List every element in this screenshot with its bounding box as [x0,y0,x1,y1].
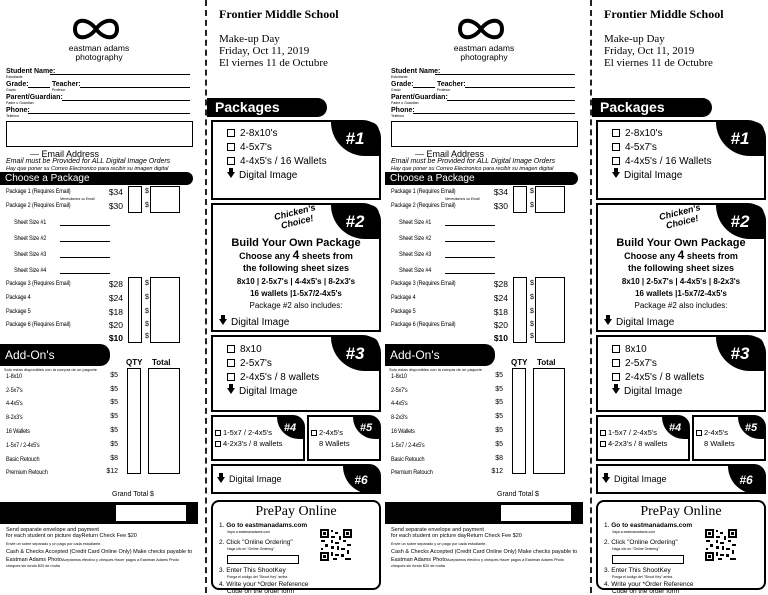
sheet-size-4: Sheet Size #4 [14,267,47,274]
checkbox-icon[interactable] [215,430,221,436]
checkbox-icon[interactable] [227,345,235,353]
checkbox-icon[interactable] [227,373,235,381]
sheet-size-2-field[interactable] [445,241,495,242]
down-arrow-icon [227,388,235,394]
package-6-num: #6 [728,466,764,494]
grand-total-label: Grand Total $ [497,491,539,498]
prepay-title: PrePay Online [640,504,722,519]
parent-field[interactable] [447,100,575,101]
down-arrow-icon [217,477,225,483]
pkg-total-box-2[interactable] [150,277,180,343]
sheet-size-2: Sheet Size #2 [14,235,47,242]
addon-5: 16 Wallets [391,428,415,435]
packages-header: Packages [207,98,327,117]
pkg-total-box-1[interactable] [535,186,565,213]
prepay-box: PrePay Online 1. Go to eastmanadams.com Vaya a eastmanadams.com 2. Click "Online Ordering" Haga clic en "Online Ordering" 3. Enter This ShootKey Ponga el codigo del "Shoot Key" arriba 4. Write your *Order Reference Code on the order form [211,500,381,590]
addon-5: 16 Wallets [6,428,30,435]
parent-field[interactable] [62,100,190,101]
choose-row-2: Package 2 (Requires Email) [6,202,71,209]
checkbox-icon[interactable] [612,373,620,381]
checkbox-icon[interactable] [227,129,235,137]
sheet-size-2: Sheet Size #2 [399,235,432,242]
payment-instructions: Send separate envelope and payment for each student on picture dayReturn Check Fee $20 Envie un sobre separado y un pago por cada estudiante. Cash & Checks Accepted (Credit Card Online Only) Make checks payable to Eastman Adams PhotoAceptamos efectivo y cheques Hacer pagos a Eastman Adams Photo cheques sin fondo $20 de multa [6,527,193,568]
email-box[interactable] [6,121,193,147]
addon-2: 2-5x7's [391,387,408,394]
email-note: Email must be Provided for ALL Digital Image Orders [6,158,171,165]
email-label: ⎯⎯ Email Address [30,149,100,159]
sheet-size-4-field[interactable] [60,273,110,274]
grade-label: Grade: Grado [391,81,414,92]
school-name: Frontier Middle School [604,7,724,21]
qr-code-icon [319,528,353,562]
order-form-right: eastman adams photography Student Name: Estudiante Grade: Grado Teacher: Profesor Parent/Guardian: Padre o Guardian Phone: Telefono ⎯⎯ Email Address Email must be Provided for ALL Digital Image Orders Hay que poner su Correo Electronico para recibir su imagen digital Choose a Package Package 1 (Requires Email) $34 Necesitamos su Email Package 2 (Requires Email) $30 $ $ Sheet Size #1 Sheet Size #2 Sheet Size #3 Sheet Size #4 Package 3 (Requires Email) $28 Package 4 $24 Package 5 $18 Package 6 (Requires Email) $20 $10 $ $ $ $ $ Add-On's QTY Total Solo estan disponibles con la compra de un paquete 1-8x10 $5 2-5x7's $5 4-4x5's $5 8-2x3's $5 16 Wallets $5 1-5x7 / 2-4x5's $5 Basic Retouch $8 Premium Retouch $12 Grand Total $ Send separate envelope and payment for each student on picture dayReturn Check Fee $20 Envie un sobre separado y un pago por cada estudiante. Cash & Checks Accepted (Credit Card Online Only) Make checks payable to Eastman Adams PhotoAceptamos efectivo y cheques Hacer pagos a Eastman Adams Photo cheques sin fondo $20 de multa [385,0,583,593]
pkg-total-box-1[interactable] [150,186,180,213]
choose-package-header: Choose a Package [0,172,193,185]
package-info-right [590,0,768,593]
addon-2: 2-5x7's [6,387,23,394]
addon-7: Basic Retouch [391,456,425,463]
sheet-size-3-field[interactable] [60,257,110,258]
teacher-label: Teacher: Profesor [437,81,466,92]
checkbox-icon[interactable] [696,430,702,436]
student-name-field[interactable] [50,74,190,75]
choose-row-2: Package 2 (Requires Email) [391,202,456,209]
brand-sub: photography [75,52,123,62]
brand-name: eastman adams [453,43,515,53]
addon-1: 1-8x10 [391,373,407,380]
package-3-box[interactable]: #3 8x10 2-5x7's 2-4x5's / 8 wallets Digital Image [211,335,381,412]
prepay-box: PrePay Online 1. Go to eastmanadams.com Vaya a eastmanadams.com 2. Click "Online Ordering" Haga clic en "Online Ordering" 3. Enter This ShootKey Ponga el codigo del "Shoot Key" arriba 4. Write your *Order Reference Code on the order form [596,500,766,590]
package-5-num: #5 [738,417,764,439]
down-arrow-icon [604,319,612,325]
down-arrow-icon [612,172,620,178]
choose-price-1: $34 [108,187,123,197]
sheet-size-1-field[interactable] [60,225,110,226]
addon-6: 1-5x7 / 2-4x5's [6,442,40,449]
prepay-title: PrePay Online [255,504,337,519]
pkg-qty-box-2[interactable] [513,277,527,343]
grand-total-box[interactable] [501,505,571,521]
package-4-box[interactable]: #4 1-5x7 / 2-4x5's 4-2x3's / 8 wallets [596,415,690,461]
eastman-adams-logo [455,14,507,44]
checkbox-icon[interactable] [227,157,235,165]
pkg-qty-box-1[interactable] [513,186,527,213]
package-5-num: #5 [353,417,379,439]
addon-8: Premium Retouch [391,469,433,476]
choose-row-3: Package 3 (Requires Email) [6,280,71,287]
package-4-box[interactable]: #4 1-5x7 / 2-4x5's 4-2x3's / 8 wallets [211,415,305,461]
addon-4: 8-2x3's [6,414,23,421]
email-box[interactable] [391,121,578,147]
choose-row-6: Package 6 (Requires Email) [391,321,456,328]
sheet-size-3: Sheet Size #3 [399,251,432,258]
shootkey-box[interactable] [612,555,684,564]
email-note-es: Hay que poner su Correo Electronico para recibir su imagen digital [6,166,169,172]
packages-header: Packages [592,98,712,117]
package-2-box[interactable]: #2 Chicken's Choice! Build Your Own Package Choose any 4 sheets from the following sheet sizes 8x10 | 2-5x7's | 4-4x5's | 8-2x3's 16 wallets |1-5x7/2-4x5's Package #2 also includes: Digital Image [596,203,766,332]
choose-row-3: Package 3 (Requires Email) [391,280,456,287]
parent-label: Parent/Guardian: Padre o Guardian [391,94,448,105]
package-1-box[interactable]: #1 2-8x10's 4-5x7's 4-4x5's / 16 Wallets Digital Image [211,120,381,200]
addon-3: 4-4x5's [6,400,23,407]
qr-code-icon [704,528,738,562]
sheet-size-4-field[interactable] [445,273,495,274]
checkbox-icon[interactable] [612,143,620,151]
choose-row-5: Package 5 [391,308,416,315]
pkg-total-box-2[interactable] [535,277,565,343]
teacher-field[interactable] [465,87,575,88]
addon-7: Basic Retouch [6,456,40,463]
student-name-field[interactable] [435,74,575,75]
brand-name: eastman adams [68,43,130,53]
grade-field[interactable] [28,87,50,88]
choose-package-header: Choose a Package [385,172,578,185]
school-name: Frontier Middle School [219,7,339,21]
school-date: Make-up Day Friday, Oct 11, 2019 El viernes 11 de Octubre [604,33,713,69]
package-4-num: #4 [277,417,303,439]
checkbox-icon[interactable] [612,157,620,165]
addon-qty-column[interactable] [512,368,526,474]
choose-row-1: Package 1 (Requires Email) [6,188,71,195]
pkg-qty-box-1[interactable] [128,186,142,213]
package-6-box[interactable]: #6 Digital Image [596,464,766,494]
package-2-num: #2 [716,205,764,239]
sheet-size-1: Sheet Size #1 [399,219,432,226]
eastman-adams-logo [70,14,122,44]
addons-header: Add-On's [385,344,495,366]
package-info-left [205,0,383,593]
down-arrow-icon [219,319,227,325]
down-arrow-icon [602,477,610,483]
package-5-box[interactable]: #5 2-4x5's 8 Wallets [692,415,766,461]
teacher-field[interactable] [80,87,190,88]
order-form-left: eastman adams photography Student Name: Estudiante Grade: Grado Teacher: Profesor Parent/Guardian: Padre o Guardian Phone: Telefono ⎯⎯ Email Address Email must be Provided for ALL Digital Image Orders Hay que poner su Correo Electronico para recibir su imagen digital Choose a Package Package 1 (Requires Email) $34 Necesitamos su Email Package 2 (Requires Email) $30 $ $ Sheet Size #1 Sheet Size #2 Sheet Size #3 Sheet Size #4 Package 3 (Requires Email) $28 Package 4 $24 Package 5 $18 Package 6 (Requires Email) $20 $10 $ $ $ $ $ Add-On's QTY Total Solo estan disponibles con la compra de un paquete 1-8x10 $5 2-5x7's $5 4-4x5's $5 8-2x3's $5 16 Wallets $5 1-5x7 / 2-4x5's $5 Basic Retouch $8 Premium Retouch $12 Grand Total $ Send separate envelope and payment for each student on picture dayReturn Check Fee $20 Envie un sobre separado y un pago por cada estudiante. Cash & Checks Accepted (Credit Card Online Only) Make checks payable to Eastman Adams PhotoAceptamos efectivo y cheques Hacer pagos a Eastman Adams Photo cheques sin fondo $20 de multa [0,0,198,593]
sheet-size-3: Sheet Size #3 [14,251,47,258]
email-label: ⎯⎯ Email Address [415,149,485,159]
checkbox-icon[interactable] [227,143,235,151]
choose-row-1: Package 1 (Requires Email) [391,188,456,195]
student-name-label: Student Name: Estudiante [6,68,56,79]
teacher-label: Teacher: Profesor [52,81,81,92]
checkbox-icon[interactable] [600,430,606,436]
email-note: Email must be Provided for ALL Digital Image Orders [391,158,556,165]
addon-total-column[interactable] [533,368,565,474]
choose-row-5: Package 5 [6,308,31,315]
choose-price-2: $30 [108,201,123,211]
parent-label: Parent/Guardian: Padre o Guardian [6,94,63,105]
grade-field[interactable] [413,87,435,88]
student-name-label: Student Name: Estudiante [391,68,441,79]
sheet-size-3-field[interactable] [445,257,495,258]
choose-row-4: Package 4 [6,294,31,301]
down-arrow-icon [612,388,620,394]
grand-total-label: Grand Total $ [112,491,154,498]
checkbox-icon[interactable] [612,359,620,367]
addon-qty-column[interactable] [127,368,141,474]
chickens-choice-badge: Chicken's Choice! [273,202,317,231]
checkbox-icon[interactable] [600,441,606,447]
package-4-num: #4 [662,417,688,439]
school-date: Make-up Day Friday, Oct 11, 2019 El viernes 11 de Octubre [219,33,328,69]
addon-1: 1-8x10 [6,373,22,380]
sheet-size-1-field[interactable] [445,225,495,226]
sheet-size-4: Sheet Size #4 [399,267,432,274]
addons-header: Add-On's [0,344,110,366]
down-arrow-icon [227,172,235,178]
package-2-box[interactable]: #2 Chicken's Choice! Build Your Own Package Choose any 4 sheets from the following sheet sizes 8x10 | 2-5x7's | 4-4x5's | 8-2x3's 16 wallets |1-5x7/2-4x5's Package #2 also includes: Digital Image [211,203,381,332]
addon-3: 4-4x5's [391,400,408,407]
addon-8: Premium Retouch [6,469,48,476]
phone-field[interactable] [413,113,575,114]
choose-row-4: Package 4 [391,294,416,301]
addon-total-column[interactable] [148,368,180,474]
phone-label: Phone: Telefono [6,107,30,118]
package-3-num: #3 [716,337,764,371]
package-3-box[interactable]: #3 8x10 2-5x7's 2-4x5's / 8 wallets Digital Image [596,335,766,412]
checkbox-icon[interactable] [311,430,317,436]
package-6-box[interactable]: #6 Digital Image [211,464,381,494]
package-1-num: #1 [331,122,379,156]
chickens-choice-badge: Chicken's Choice! [658,202,702,231]
checkbox-icon[interactable] [215,441,221,447]
package-1-num: #1 [716,122,764,156]
package-6-num: #6 [343,466,379,494]
package-1-box[interactable]: #1 2-8x10's 4-5x7's 4-4x5's / 16 Wallets Digital Image [596,120,766,200]
package-5-box[interactable]: #5 2-4x5's 8 Wallets [307,415,381,461]
payment-instructions: Send separate envelope and payment for each student on picture dayReturn Check Fee $20 Envie un sobre separado y un pago por cada estudiante. Cash & Checks Accepted (Credit Card Online Only) Make checks payable to Eastman Adams PhotoAceptamos efectivo y cheques Hacer pagos a Eastman Adams Photo cheques sin fondo $20 de multa [391,527,578,568]
choose-row-6: Package 6 (Requires Email) [6,321,71,328]
package-2-num: #2 [331,205,379,239]
addon-6: 1-5x7 / 2-4x5's [391,442,425,449]
package-3-num: #3 [331,337,379,371]
email-note-es: Hay que poner su Correo Electronico para recibir su imagen digital [391,166,554,172]
sheet-size-2-field[interactable] [60,241,110,242]
phone-label: Phone: Telefono [391,107,415,118]
addon-4: 8-2x3's [391,414,408,421]
shootkey-box[interactable] [227,555,299,564]
grade-label: Grade: Grado [6,81,29,92]
checkbox-icon[interactable] [227,359,235,367]
brand-sub: photography [460,52,508,62]
pkg-qty-box-2[interactable] [128,277,142,343]
grand-total-box[interactable] [116,505,186,521]
checkbox-icon[interactable] [612,129,620,137]
checkbox-icon[interactable] [612,345,620,353]
sheet-size-1: Sheet Size #1 [14,219,47,226]
phone-field[interactable] [28,113,190,114]
